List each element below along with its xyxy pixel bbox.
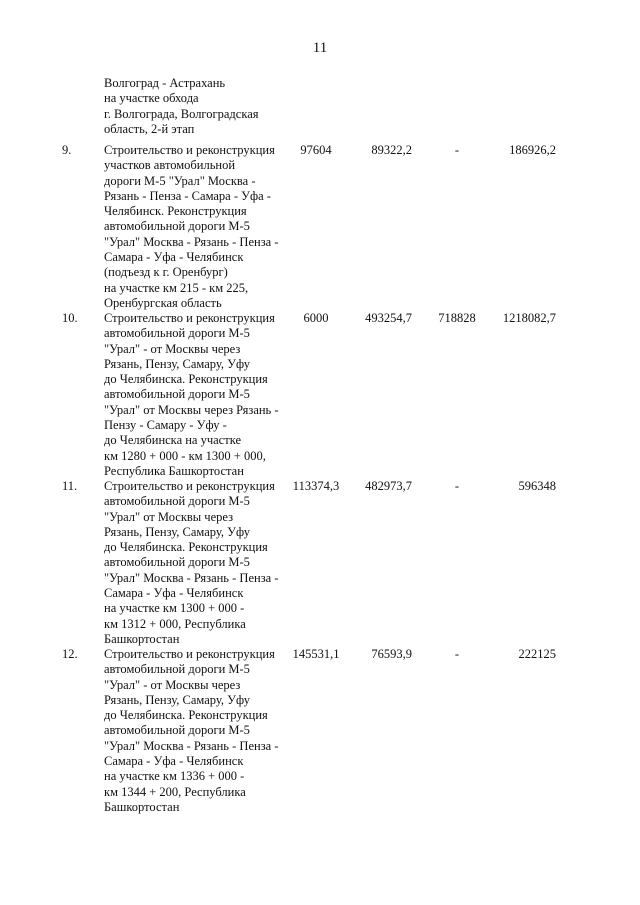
value-col-2: 493254,7 bbox=[365, 311, 412, 325]
value-col-3: - bbox=[454, 647, 460, 661]
description-line: Строительство и реконструкция bbox=[104, 479, 275, 493]
row-description bbox=[104, 647, 294, 815]
description-line: на участке км 1336 + 000 - bbox=[104, 769, 245, 784]
description-line: г. Волгограда, Волгоградская bbox=[104, 106, 259, 121]
description-line: Челябинск. Реконструкция bbox=[104, 204, 247, 219]
description-line: до Челябинска на участке bbox=[104, 433, 242, 448]
description-line: автомобильной дороги М-5 bbox=[104, 723, 250, 738]
value-col-4: 1218082,7 bbox=[502, 311, 556, 325]
description-line: Рязань, Пензу, Самару, Уфу bbox=[104, 692, 251, 707]
description-line: "Урал" Москва - Рязань - Пенза - bbox=[104, 234, 279, 249]
description-line: Строительство и реконструкция bbox=[104, 143, 275, 157]
value-col-1: 145531,1 bbox=[292, 647, 340, 661]
description-line: Оренбургская область bbox=[104, 295, 222, 310]
description-line: Башкортостан bbox=[104, 631, 180, 646]
row-description bbox=[104, 143, 294, 311]
description-line: Республика Башкортостан bbox=[104, 463, 244, 478]
description-line: Волгоград - Астрахань bbox=[104, 76, 226, 90]
value-col-4: 222125 bbox=[518, 647, 556, 661]
value-col-4: 186926,2 bbox=[509, 143, 556, 157]
description-line: участков автомобильной bbox=[104, 158, 236, 173]
row-description bbox=[104, 76, 294, 137]
row-number: 9. bbox=[62, 143, 72, 157]
description-line: Башкортостан bbox=[104, 799, 180, 814]
value-col-2: 89322,2 bbox=[371, 143, 412, 157]
description-line: Самара - Уфа - Челябинск bbox=[104, 250, 244, 265]
description-line: Самара - Уфа - Челябинск bbox=[104, 586, 244, 601]
description-line: на участке км 1300 + 000 - bbox=[104, 601, 245, 616]
description-line: (подъезд к г. Оренбург) bbox=[104, 265, 228, 280]
description-line: "Урал" Москва - Рязань - Пенза - bbox=[104, 738, 279, 753]
description-line: область, 2-й этап bbox=[104, 121, 195, 136]
description-line: Рязань, Пензу, Самару, Уфу bbox=[104, 356, 251, 371]
value-col-1: 113374,3 bbox=[292, 479, 340, 493]
description-line: Строительство и реконструкция bbox=[104, 647, 275, 661]
description-line: до Челябинска. Реконструкция bbox=[104, 372, 268, 387]
description-line: на участке обхода bbox=[104, 91, 199, 106]
description-line: на участке км 215 - км 225, bbox=[104, 280, 249, 295]
description-line: "Урал" Москва - Рязань - Пенза - bbox=[104, 570, 279, 585]
description-line: "Урал" от Москвы через Рязань - bbox=[104, 402, 279, 417]
page-number: 11 bbox=[312, 40, 328, 56]
description-line: Самара - Уфа - Челябинск bbox=[104, 754, 244, 769]
description-line: Рязань - Пенза - Самара - Уфа - bbox=[104, 188, 271, 203]
description-line: до Челябинска. Реконструкция bbox=[104, 540, 268, 555]
description-line: до Челябинска. Реконструкция bbox=[104, 708, 268, 723]
description-line: дороги М-5 "Урал" Москва - bbox=[104, 173, 256, 188]
description-line: Рязань, Пензу, Самару, Уфу bbox=[104, 524, 251, 539]
description-line: автомобильной дороги М-5 bbox=[104, 387, 250, 402]
row-description bbox=[104, 311, 294, 479]
value-col-1: 6000 bbox=[303, 311, 329, 325]
value-col-3: - bbox=[454, 143, 460, 157]
description-line: Пензу - Самару - Уфу - bbox=[104, 418, 227, 433]
value-col-2: 482973,7 bbox=[365, 479, 412, 493]
description-line: автомобильной дороги М-5 bbox=[104, 555, 250, 570]
row-number: 11. bbox=[62, 479, 78, 493]
description-line: км 1344 + 200, Республика bbox=[104, 784, 246, 799]
description-line: "Урал" от Москвы через bbox=[104, 509, 234, 524]
description-line: автомобильной дороги М-5 bbox=[104, 326, 250, 341]
description-line: км 1280 + 000 - км 1300 + 000, bbox=[104, 448, 266, 463]
row-number: 12. bbox=[62, 647, 78, 661]
description-line: км 1312 + 000, Республика bbox=[104, 616, 246, 631]
description-line: "Урал" - от Москвы через bbox=[104, 677, 241, 692]
row-number: 10. bbox=[62, 311, 78, 325]
value-col-3: - bbox=[454, 479, 460, 493]
description-line: автомобильной дороги М-5 bbox=[104, 662, 250, 677]
description-line: автомобильной дороги М-5 bbox=[104, 219, 250, 234]
value-col-1: 97604 bbox=[300, 143, 332, 157]
value-col-3: 718828 bbox=[438, 311, 476, 325]
value-col-2: 76593,9 bbox=[371, 647, 412, 661]
row-description bbox=[104, 479, 294, 647]
description-line: Строительство и реконструкция bbox=[104, 311, 275, 325]
description-line: "Урал" - от Москвы через bbox=[104, 341, 241, 356]
description-line: автомобильной дороги М-5 bbox=[104, 494, 250, 509]
value-col-4: 596348 bbox=[518, 479, 556, 493]
